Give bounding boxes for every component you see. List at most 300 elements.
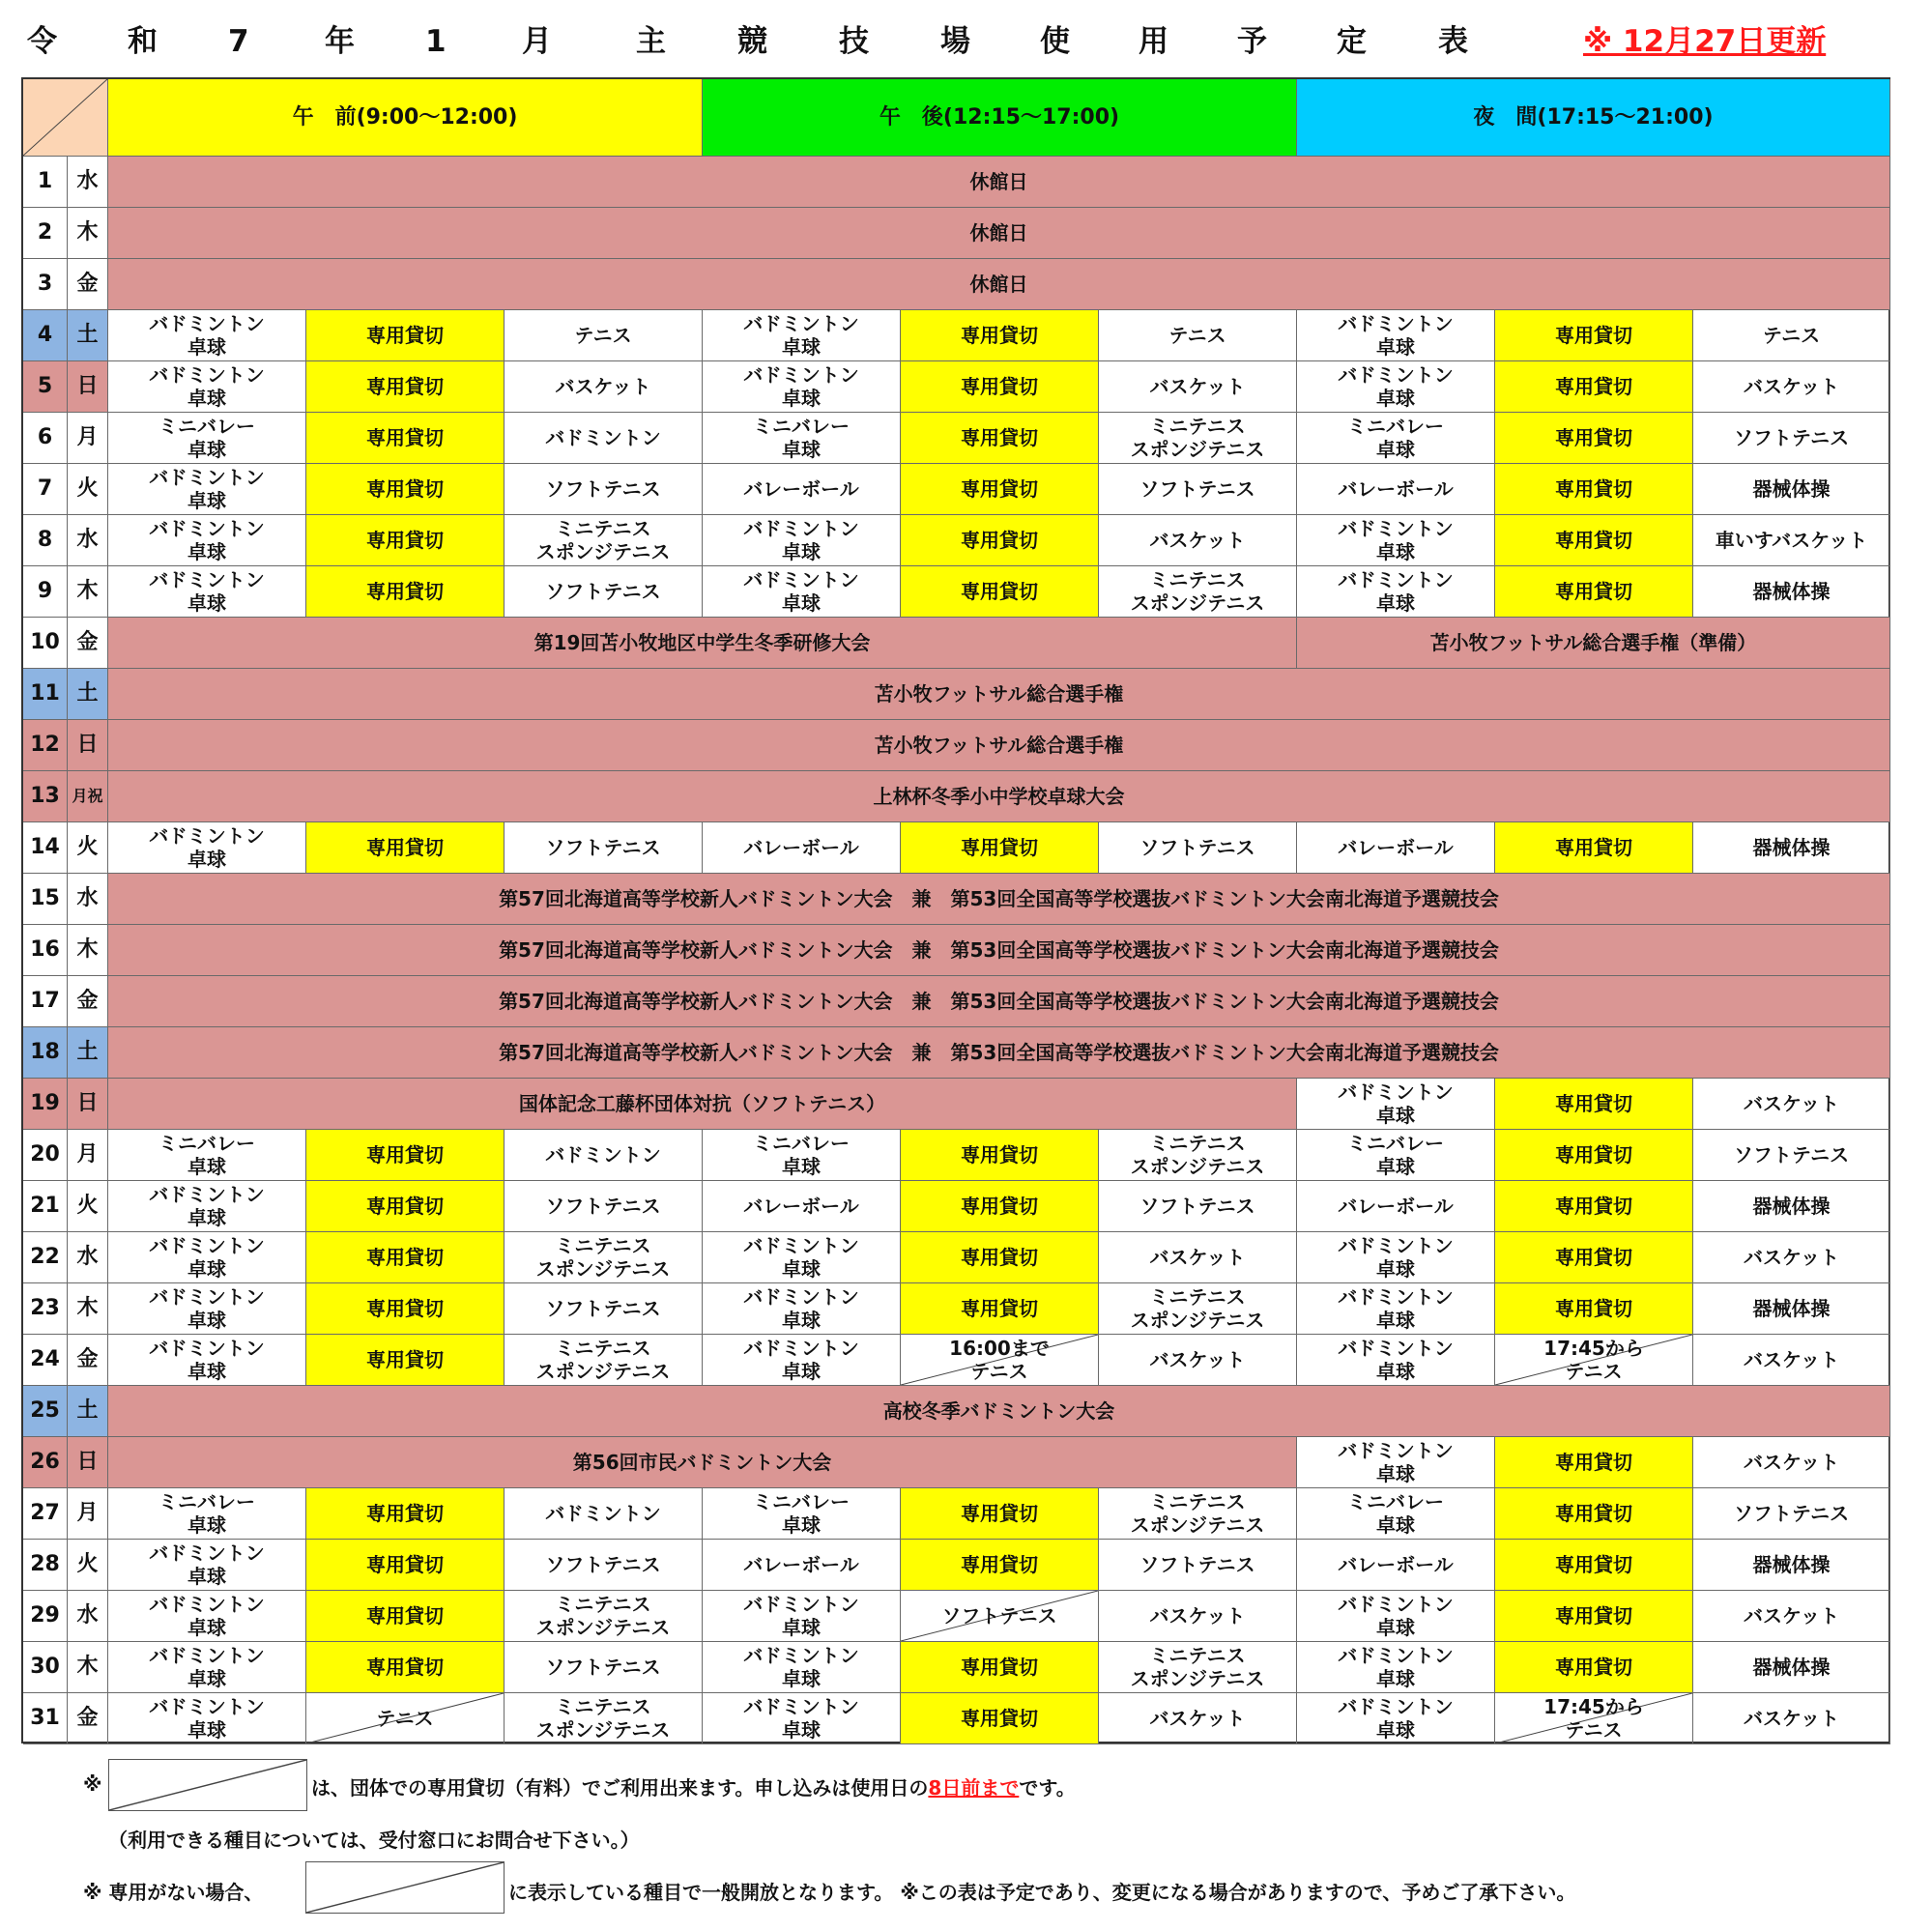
cell-text: バドミントン 卓球: [1338, 1080, 1454, 1127]
cell-text: テニス: [376, 1707, 434, 1730]
cell-text: 専用貸切: [1555, 1092, 1632, 1115]
cell-text: 専用貸切: [1555, 1143, 1632, 1167]
weekday: 木: [68, 1283, 108, 1335]
cell-text: 専用貸切: [366, 1656, 444, 1679]
activity-cell: [1297, 361, 1495, 413]
activity-cell: [1693, 1642, 1890, 1693]
reserved-slot: [901, 464, 1099, 515]
activity-cell: [108, 1693, 306, 1744]
day-number: 31: [23, 1693, 68, 1744]
reserved-slot: [1495, 1488, 1693, 1540]
weekday: 水: [68, 874, 108, 925]
weekday: 月: [68, 1130, 108, 1181]
header-corner-cell: [23, 79, 108, 157]
reserved-slot: [1495, 566, 1693, 618]
activity-cell: [703, 1642, 901, 1693]
activity-cell: [703, 1693, 901, 1744]
weekday: 木: [68, 1642, 108, 1693]
cell-text: テニス: [1762, 324, 1821, 347]
activity-cell: [108, 464, 306, 515]
note-line3-prefix: ※ 専用がない場合、: [83, 1881, 264, 1904]
weekday: 木: [68, 566, 108, 618]
reserved-slot: [901, 1642, 1099, 1693]
event-banner: 苫小牧フットサル総合選手権: [108, 720, 1890, 771]
day-number: 16: [23, 925, 68, 976]
cell-text: バドミントン 卓球: [1338, 1439, 1454, 1485]
open-slot-diagonal: [901, 1335, 1099, 1386]
cell-text: 専用貸切: [1555, 426, 1632, 449]
activity-cell: [505, 1642, 703, 1693]
cell-text: ソフトテニス: [545, 477, 661, 501]
cell-text: 専用貸切: [1555, 580, 1632, 603]
day-number: 25: [23, 1386, 68, 1437]
activity-cell: [108, 822, 306, 874]
activity-cell: [108, 566, 306, 618]
cell-text: 専用貸切: [1555, 1656, 1632, 1679]
event-banner: 第19回苫小牧地区中学生冬季研修大会: [108, 618, 1297, 669]
activity-cell: [1297, 464, 1495, 515]
activity-cell: [1297, 515, 1495, 566]
activity-cell: [1693, 1130, 1890, 1181]
cell-text: 専用貸切: [366, 477, 444, 501]
activity-cell: [1099, 822, 1297, 874]
cell-text: バドミントン 卓球: [743, 1644, 859, 1690]
cell-text: 専用貸切: [961, 324, 1038, 347]
legend-diagonal-box: [108, 1759, 307, 1811]
cell-text: 器械体操: [1752, 1195, 1831, 1218]
weekday: 土: [68, 1027, 108, 1079]
weekday: 木: [68, 925, 108, 976]
weekday: 水: [68, 1591, 108, 1642]
reserved-slot: [901, 1540, 1099, 1591]
cell-text: バドミントン 卓球: [149, 824, 265, 871]
open-slot-diagonal: [1495, 1335, 1693, 1386]
activity-cell: [703, 1488, 901, 1540]
activity-cell: [1099, 1642, 1297, 1693]
deadline-highlight: 8日前まで: [928, 1776, 1020, 1800]
activity-cell: [703, 413, 901, 464]
cell-text: バレーボール: [1338, 1195, 1454, 1218]
event-banner: 上林杯冬季小中学校卓球大会: [108, 771, 1890, 822]
day-number: 27: [23, 1488, 68, 1540]
weekday: 火: [68, 464, 108, 515]
weekday: 金: [68, 976, 108, 1027]
cell-text: 専用貸切: [1555, 477, 1632, 501]
day-number: 29: [23, 1591, 68, 1642]
cell-text: バドミントン 卓球: [743, 363, 859, 410]
day-number: 23: [23, 1283, 68, 1335]
activity-cell: [1693, 1232, 1890, 1283]
reserved-slot: [1495, 361, 1693, 413]
title-char: 令: [27, 24, 57, 59]
cell-text: バドミントン 卓球: [1338, 1337, 1454, 1383]
reserved-slot: [901, 822, 1099, 874]
cell-text: 専用貸切: [366, 1297, 444, 1320]
cell-text: バレーボール: [743, 1195, 859, 1218]
reserved-slot: [901, 1693, 1099, 1744]
day-number: 1: [23, 157, 68, 208]
activity-cell: [1297, 1181, 1495, 1232]
cell-text: ミニテニス スポンジテニス: [535, 1337, 671, 1383]
activity-cell: [1693, 1693, 1890, 1744]
activity-cell: [1693, 1488, 1890, 1540]
cell-text: ミニバレー 卓球: [159, 1132, 255, 1178]
activity-cell: [703, 566, 901, 618]
activity-cell: [505, 515, 703, 566]
cell-text: バドミントン 卓球: [1338, 1285, 1454, 1332]
reserved-slot: [1495, 515, 1693, 566]
cell-text: ミニテニス スポンジテニス: [1130, 1490, 1265, 1537]
activity-cell: [1693, 822, 1890, 874]
title-char: 用: [1139, 24, 1168, 59]
cell-text: ミニバレー 卓球: [159, 415, 255, 461]
cell-text: ミニバレー 卓球: [753, 1132, 850, 1178]
activity-cell: [1693, 515, 1890, 566]
header-am-slot: [108, 79, 703, 157]
activity-cell: [1693, 1540, 1890, 1591]
note-mark: ※: [83, 1772, 102, 1796]
activity-cell: [703, 310, 901, 361]
cell-text: バレーボール: [1338, 836, 1454, 859]
activity-cell: [1099, 1335, 1297, 1386]
activity-cell: [1297, 1693, 1495, 1744]
cell-text: 専用貸切: [961, 1707, 1038, 1730]
title-char: 場: [940, 24, 970, 59]
cell-text: 器械体操: [1752, 477, 1831, 501]
title-char: 競: [737, 24, 767, 59]
reserved-slot: [901, 566, 1099, 618]
reserved-slot: [1495, 1130, 1693, 1181]
weekday: 月祝: [68, 771, 108, 822]
event-banner: 苫小牧フットサル総合選手権（準備）: [1297, 618, 1890, 669]
title-char: 技: [839, 24, 869, 59]
open-slot-diagonal: [901, 1591, 1099, 1642]
cell-text: バドミントン 卓球: [149, 1183, 265, 1229]
reserved-slot: [1495, 1591, 1693, 1642]
cell-text: バスケット: [1149, 1707, 1246, 1730]
reserved-slot: [306, 1540, 505, 1591]
activity-cell: [1297, 1540, 1495, 1591]
cell-text: バスケット: [1149, 1348, 1246, 1371]
event-banner: 第57回北海道高等学校新人バドミントン大会 兼 第53回全国高等学校選抜バドミントン大会南北海道予選競技会: [108, 874, 1890, 925]
reserved-slot: [1495, 310, 1693, 361]
weekday: 火: [68, 1540, 108, 1591]
activity-cell: [505, 566, 703, 618]
day-number: 7: [23, 464, 68, 515]
day-number: 6: [23, 413, 68, 464]
weekday: 水: [68, 157, 108, 208]
cell-text: 器械体操: [1752, 836, 1831, 859]
activity-cell: [108, 310, 306, 361]
cell-text: バスケット: [1149, 529, 1246, 552]
header-am-label: 午 前(9:00〜12:00): [292, 104, 518, 130]
event-banner: 第57回北海道高等学校新人バドミントン大会 兼 第53回全国高等学校選抜バドミントン大会南北海道予選競技会: [108, 976, 1890, 1027]
weekday: 金: [68, 1693, 108, 1744]
day-number: 8: [23, 515, 68, 566]
cell-text: 専用貸切: [961, 1246, 1038, 1269]
title-char: 使: [1040, 24, 1070, 59]
activity-cell: [1297, 1130, 1495, 1181]
activity-cell: [703, 1130, 901, 1181]
cell-text: ソフトテニス: [1733, 1143, 1850, 1167]
cell-text: 専用貸切: [1555, 529, 1632, 552]
day-number: 18: [23, 1027, 68, 1079]
reserved-slot: [1495, 1642, 1693, 1693]
event-banner: 休館日: [108, 208, 1890, 259]
event-banner: 第57回北海道高等学校新人バドミントン大会 兼 第53回全国高等学校選抜バドミントン大会南北海道予選競技会: [108, 925, 1890, 976]
cell-text: バドミントン 卓球: [743, 517, 859, 563]
header-night-label: 夜 間(17:15〜21:00): [1473, 104, 1714, 130]
reserved-slot: [1495, 413, 1693, 464]
cell-text: 専用貸切: [366, 836, 444, 859]
activity-cell: [1297, 1079, 1495, 1130]
day-number: 2: [23, 208, 68, 259]
cell-text: 専用貸切: [366, 375, 444, 398]
reserved-slot: [1495, 1437, 1693, 1488]
day-number: 19: [23, 1079, 68, 1130]
activity-cell: [1297, 1283, 1495, 1335]
activity-cell: [108, 1232, 306, 1283]
cell-text: バドミントン 卓球: [1338, 1593, 1454, 1639]
reserved-slot: [1495, 822, 1693, 874]
note-line1: は、団体での専用貸切（有料）でご利用出来ます。申し込みは使用日の8日前までです。: [311, 1776, 1076, 1800]
activity-cell: [1099, 464, 1297, 515]
weekday: 木: [68, 208, 108, 259]
activity-cell: [505, 1130, 703, 1181]
cell-text: ミニバレー 卓球: [159, 1490, 255, 1537]
cell-text: バドミントン 卓球: [743, 312, 859, 359]
cell-text: ソフトテニス: [1139, 477, 1255, 501]
cell-text: 車いすバスケット: [1715, 529, 1868, 552]
cell-text: バスケット: [1744, 1246, 1839, 1269]
activity-cell: [1099, 1130, 1297, 1181]
event-banner: 苫小牧フットサル総合選手権: [108, 669, 1890, 720]
reserved-slot: [306, 566, 505, 618]
activity-cell: [1693, 1437, 1890, 1488]
activity-cell: [1099, 361, 1297, 413]
cell-text: 専用貸切: [366, 580, 444, 603]
title-char: 表: [1438, 24, 1468, 59]
event-banner: 高校冬季バドミントン大会: [108, 1386, 1890, 1437]
activity-cell: [108, 1130, 306, 1181]
cell-text: バドミントン 卓球: [149, 1593, 265, 1639]
reserved-slot: [901, 1232, 1099, 1283]
cell-text: バドミントン 卓球: [1338, 1234, 1454, 1281]
activity-cell: [505, 822, 703, 874]
activity-cell: [108, 361, 306, 413]
activity-cell: [1693, 1181, 1890, 1232]
activity-cell: [1297, 1437, 1495, 1488]
activity-cell: [1099, 1232, 1297, 1283]
cell-text: 専用貸切: [961, 529, 1038, 552]
reserved-slot: [306, 310, 505, 361]
weekday: 日: [68, 720, 108, 771]
title-char: 年: [325, 24, 355, 59]
cell-text: バドミントン: [545, 1502, 661, 1525]
cell-text: バドミントン 卓球: [149, 363, 265, 410]
cell-text: テニス: [1168, 324, 1226, 347]
reserved-slot: [1495, 1232, 1693, 1283]
cell-text: 専用貸切: [1555, 1451, 1632, 1474]
header-night-slot: [1297, 79, 1890, 157]
activity-cell: [703, 1591, 901, 1642]
activity-cell: [703, 464, 901, 515]
cell-text: ソフトテニス: [1733, 1502, 1850, 1525]
day-number: 5: [23, 361, 68, 413]
reserved-slot: [901, 413, 1099, 464]
day-number: 13: [23, 771, 68, 822]
cell-text: バスケット: [1744, 1604, 1839, 1628]
activity-cell: [505, 1335, 703, 1386]
cell-text: 器械体操: [1752, 1553, 1831, 1576]
event-banner: 休館日: [108, 259, 1890, 310]
cell-text: 専用貸切: [961, 1502, 1038, 1525]
cell-text: 16:00まで テニス: [949, 1337, 1050, 1383]
day-number: 24: [23, 1335, 68, 1386]
activity-cell: [1693, 1079, 1890, 1130]
cell-text: 専用貸切: [961, 580, 1038, 603]
cell-text: バスケット: [1744, 1092, 1839, 1115]
cell-text: 専用貸切: [961, 426, 1038, 449]
day-number: 11: [23, 669, 68, 720]
weekday: 土: [68, 669, 108, 720]
reserved-slot: [1495, 1079, 1693, 1130]
reserved-slot: [306, 515, 505, 566]
activity-cell: [1693, 566, 1890, 618]
reserved-slot: [901, 515, 1099, 566]
cell-text: 専用貸切: [366, 1348, 444, 1371]
weekday: 土: [68, 310, 108, 361]
weekday: 水: [68, 515, 108, 566]
cell-text: バドミントン 卓球: [1338, 1644, 1454, 1690]
reserved-slot: [1495, 1283, 1693, 1335]
cell-text: ソフトテニス: [545, 1553, 661, 1576]
cell-text: バドミントン 卓球: [149, 312, 265, 359]
note-line3: に表示している種目で一般開放となります。 ※この表は予定であり、変更になる場合がありますので、予めご了承下さい。: [508, 1881, 1576, 1904]
cell-text: バレーボール: [743, 1553, 859, 1576]
title-char: 1: [425, 24, 447, 59]
title-char: 和: [128, 24, 158, 59]
activity-cell: [108, 1488, 306, 1540]
activity-cell: [703, 1283, 901, 1335]
activity-cell: [505, 310, 703, 361]
cell-text: ソフトテニス: [1139, 1553, 1255, 1576]
activity-cell: [1693, 361, 1890, 413]
activity-cell: [1099, 1488, 1297, 1540]
cell-text: バレーボール: [1338, 477, 1454, 501]
cell-text: 17:45から テニス: [1543, 1695, 1644, 1742]
open-slot-diagonal: [1495, 1693, 1693, 1744]
weekday: 月: [68, 413, 108, 464]
day-number: 10: [23, 618, 68, 669]
cell-text: 専用貸切: [1555, 1553, 1632, 1576]
day-number: 9: [23, 566, 68, 618]
cell-text: ミニテニス スポンジテニス: [1130, 415, 1265, 461]
day-number: 26: [23, 1437, 68, 1488]
cell-text: ソフトテニス: [1733, 426, 1850, 449]
cell-text: バドミントン: [545, 426, 661, 449]
cell-text: 専用貸切: [961, 477, 1038, 501]
weekday: 火: [68, 1181, 108, 1232]
cell-text: 専用貸切: [961, 1553, 1038, 1576]
reserved-slot: [306, 1232, 505, 1283]
cell-text: バドミントン 卓球: [149, 1285, 265, 1332]
cell-text: 専用貸切: [961, 1297, 1038, 1320]
cell-text: ミニバレー 卓球: [753, 1490, 850, 1537]
cell-text: テニス: [574, 324, 632, 347]
activity-cell: [703, 1335, 901, 1386]
activity-cell: [1099, 1540, 1297, 1591]
cell-text: ミニテニス スポンジテニス: [1130, 568, 1265, 615]
reserved-slot: [901, 1283, 1099, 1335]
reserved-slot: [306, 822, 505, 874]
activity-cell: [703, 361, 901, 413]
activity-cell: [1693, 1283, 1890, 1335]
day-number: 15: [23, 874, 68, 925]
activity-cell: [108, 1540, 306, 1591]
weekday: 日: [68, 1079, 108, 1130]
cell-text: バスケット: [1744, 1451, 1839, 1474]
cell-text: バレーボール: [1338, 1553, 1454, 1576]
cell-text: 専用貸切: [961, 1656, 1038, 1679]
cell-text: ミニテニス スポンジテニス: [535, 1593, 671, 1639]
activity-cell: [703, 1181, 901, 1232]
cell-text: バドミントン 卓球: [743, 1337, 859, 1383]
cell-text: ソフトテニス: [545, 836, 661, 859]
activity-cell: [1297, 1488, 1495, 1540]
cell-text: バドミントン 卓球: [743, 1285, 859, 1332]
open-slot-diagonal: [306, 1693, 505, 1744]
cell-text: 専用貸切: [366, 1553, 444, 1576]
reserved-slot: [306, 361, 505, 413]
cell-text: ソフトテニス: [1139, 1195, 1255, 1218]
activity-cell: [1297, 1591, 1495, 1642]
title-char: 定: [1337, 24, 1367, 59]
cell-text: バドミントン 卓球: [149, 1541, 265, 1588]
weekday: 金: [68, 259, 108, 310]
reserved-slot: [306, 1335, 505, 1386]
reserved-slot: [306, 1488, 505, 1540]
activity-cell: [108, 413, 306, 464]
reserved-slot: [901, 1181, 1099, 1232]
title-char: 予: [1237, 24, 1267, 59]
reserved-slot: [901, 361, 1099, 413]
day-number: 30: [23, 1642, 68, 1693]
activity-cell: [505, 361, 703, 413]
cell-text: ソフトテニス: [545, 1297, 661, 1320]
cell-text: 専用貸切: [1555, 1297, 1632, 1320]
weekday: 金: [68, 618, 108, 669]
activity-cell: [108, 1283, 306, 1335]
weekday: 日: [68, 361, 108, 413]
day-number: 14: [23, 822, 68, 874]
activity-cell: [1099, 1591, 1297, 1642]
event-banner: 第57回北海道高等学校新人バドミントン大会 兼 第53回全国高等学校選抜バドミントン大会南北海道予選競技会: [108, 1027, 1890, 1079]
cell-text: バドミントン 卓球: [1338, 363, 1454, 410]
title-char: 主: [636, 24, 666, 59]
cell-text: 17:45から テニス: [1543, 1337, 1644, 1383]
cell-text: バドミントン 卓球: [1338, 517, 1454, 563]
cell-text: 専用貸切: [1555, 324, 1632, 347]
cell-text: バスケット: [555, 375, 651, 398]
cell-text: 専用貸切: [961, 1195, 1038, 1218]
activity-cell: [505, 1693, 703, 1744]
cell-text: ミニバレー 卓球: [1347, 1132, 1444, 1178]
activity-cell: [1099, 515, 1297, 566]
activity-cell: [505, 1232, 703, 1283]
cell-text: 専用貸切: [366, 1246, 444, 1269]
activity-cell: [1297, 413, 1495, 464]
